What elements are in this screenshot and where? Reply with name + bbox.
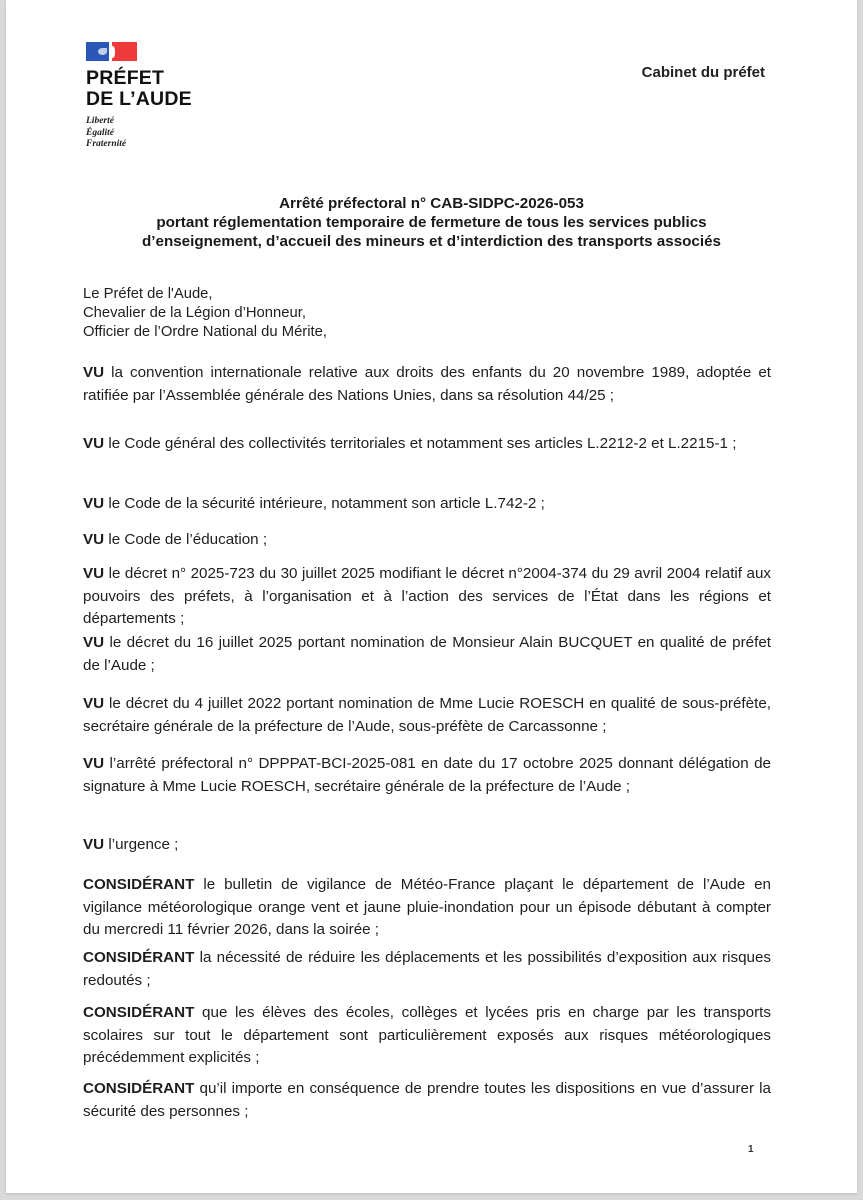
flag-red-band [112,42,137,61]
clause-lead: CONSIDÉRANT [83,949,195,966]
preamble [83,285,327,342]
motto-line: Fraternité [86,139,127,149]
prefecture-name-line: DE L’AUDE [86,88,192,110]
clause [83,433,771,456]
clause-lead: CONSIDÉRANT [83,1080,195,1097]
clause-text: le décret du 4 juillet 2022 portant nomination de Mme Lucie ROESCH en qualité de sous-préfète, secrétaire générale de la préfecture de l’Aude, sous-préfète de Carcassonne ; [83,695,771,735]
clause [83,1002,771,1070]
prefecture-name [86,68,192,110]
clause [83,693,771,738]
clause [83,529,771,552]
decree-subject-line: portant réglementation temporaire de fermeture de tous les services publics [156,214,707,231]
clause-text: qu’il importe en conséquence de prendre toutes les dispositions en vue d’assurer la sécurité des personnes ; [83,1080,771,1120]
document-page [6,0,857,1193]
clause-text: la convention internationale relative aux droits des enfants du 20 novembre 1989, adoptée et ratifiée par l’Assemblée générale des Nations Unies, dans sa résolution 44/25 ; [83,364,771,404]
clause [83,563,771,631]
clause-lead: VU [83,435,105,452]
clause-lead: CONSIDÉRANT [83,1004,195,1021]
decree-subject-line: d’enseignement, d’accueil des mineurs et d’interdiction des transports associés [142,233,721,250]
clause-text: le bulletin de vigilance de Météo-France plaçant le département de l’Aude en vigilance météorologique orange vent et jaune pluie-inondation pour un épisode débutant à compter du mercredi 11 février 2026, dans la soirée ; [83,876,771,938]
clause-text: l’urgence ; [104,836,179,853]
clause [83,874,771,942]
clause-text: l’arrêté préfectoral n° DPPPAT-BCI-2025-081 en date du 17 octobre 2025 donnant délégation de signature à Mme Lucie ROESCH, secrétaire générale de la préfecture de l’Aude ; [83,755,771,795]
decree-number: Arrêté préfectoral n° CAB-SIDPC-2026-053 [279,195,584,212]
clause-lead: CONSIDÉRANT [83,876,195,893]
preamble-line: Le Préfet de l'Aude, [83,286,213,302]
prefecture-name-line: PRÉFET [86,67,165,89]
clause [83,1078,771,1123]
clause-text: le Code général des collectivités territoriales et notamment ses articles L.2212-2 et L.2215-1 ; [104,435,737,452]
clause-lead: VU [83,755,105,772]
service-name: Cabinet du préfet [641,64,765,81]
marianne-flag-icon [86,42,140,61]
clause-text: le Code de l’éducation ; [104,531,268,548]
clause-text: que les élèves des écoles, collèges et lycées pris en charge par les transports scolaires sur tout le département sont particulièrement exposés aux risques météorologiques précédemment explicités ; [83,1004,771,1066]
clause-text: la nécessité de réduire les déplacements et les possibilités d’exposition aux risques redoutés ; [83,949,771,989]
page-number: 1 [748,1144,754,1155]
clause-lead: VU [83,634,105,651]
clause [83,947,771,992]
motto-line: Liberté [86,116,114,126]
clause [83,834,771,857]
preamble-line: Chevalier de la Légion d’Honneur, [83,305,306,321]
clause [83,753,771,798]
clause-lead: VU [83,836,105,853]
clause-text: le Code de la sécurité intérieure, notamment son article L.742-2 ; [104,495,545,512]
flag-blue-band [86,42,109,61]
clause-text: le décret du 16 juillet 2025 portant nomination de Monsieur Alain BUCQUET en qualité de préfet de l’Aude ; [83,634,771,674]
republic-motto [86,116,192,151]
clause [83,493,771,516]
clause-lead: VU [83,695,105,712]
clause-lead: VU [83,495,105,512]
preamble-line: Officier de l’Ordre National du Mérite, [83,324,327,340]
motto-line: Égalité [86,127,114,138]
clause [83,362,771,407]
clause [83,632,771,677]
clause-lead: VU [83,531,105,548]
prefecture-logo [86,42,192,151]
clause-lead: VU [83,364,105,381]
clause-lead: VU [83,565,105,582]
clause-text: le décret n° 2025-723 du 30 juillet 2025 modifiant le décret n°2004-374 du 29 avril 2004 relatif aux pouvoirs des préfets, à l’organisation et à l’action des services de l’État dans les régions et départements ; [83,565,771,627]
decree-title [6,194,857,251]
